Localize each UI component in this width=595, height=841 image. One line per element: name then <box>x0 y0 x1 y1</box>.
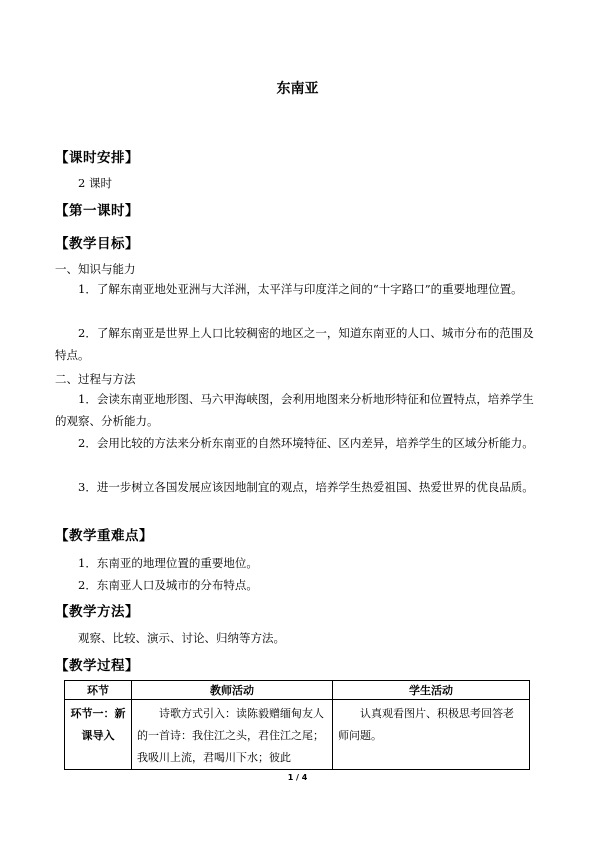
student-activity-text: 认真观看图片、积极思考回答老师问题。 <box>338 707 514 742</box>
heading-methods: 【教学方法】 <box>55 604 139 620</box>
page-number: 1 / 4 <box>287 773 308 782</box>
objectives-part1-title: 一、知识与能力 <box>55 262 136 276</box>
objective-item-text: 1．会读东南亚地形图、马六甲海峡图，会利用地图来分析地形特征和位置特点，培养学生的观察、分析能力。 <box>55 392 534 428</box>
heading-objectives: 【教学目标】 <box>55 236 139 252</box>
table-header-row <box>65 681 530 700</box>
objective-item-text: 2．会用比较的方法来分析东南亚的自然环境特征、区内差异，培养学生的区域分析能力。 <box>78 436 534 450</box>
table-header-stage: 环节 <box>65 681 132 700</box>
table-cell-teacher <box>132 700 333 770</box>
heading-process: 【教学过程】 <box>55 658 139 674</box>
table-header-student: 学生活动 <box>333 681 530 700</box>
objective-item-text: 3．进一步树立各国发展应该因地制宜的观点，培养学生热爱祖国、热爱世界的优良品质。 <box>78 480 534 494</box>
schedule-text: 2 课时 <box>78 176 112 190</box>
stage-text: 环节一：新课导入 <box>70 707 126 742</box>
table-header-teacher: 教师活动 <box>132 681 333 700</box>
table-row <box>65 700 530 770</box>
objective-item-text: 2．了解东南亚是世界上人口比较稠密的地区之一，知道东南亚的人口、城市分布的范围及特点。 <box>55 326 534 362</box>
objective-item <box>55 388 545 432</box>
objective-item <box>55 432 545 454</box>
table-cell-stage <box>65 700 132 770</box>
heading-schedule: 【课时安排】 <box>55 150 139 166</box>
key-point-item: 1．东南亚的地理位置的重要地位。 <box>78 556 258 570</box>
objective-item <box>55 476 545 498</box>
methods-text: 观察、比较、演示、讨论、归纳等方法。 <box>78 631 285 645</box>
document-title: 东南亚 <box>276 81 319 97</box>
objective-item-text: 1．了解东南亚地处亚洲与大洋洲，太平洋与印度洋之间的“十字路口”的重要地理位置。 <box>78 282 523 296</box>
lesson-process-table <box>64 680 530 770</box>
objective-item <box>55 322 545 366</box>
key-point-item: 2．东南亚人口及城市的分布特点。 <box>78 578 258 592</box>
teacher-activity-text: 诗歌方式引入：读陈毅赠缅甸友人的一首诗：我住江之头，君住江之尾；我吸川上流，君喝川下水；彼此 <box>137 707 324 764</box>
table-cell-student <box>333 700 530 770</box>
heading-key-points: 【教学重难点】 <box>55 528 153 544</box>
objective-item <box>55 278 545 300</box>
objectives-part2-title: 二、过程与方法 <box>55 372 136 386</box>
heading-first-lesson: 【第一课时】 <box>55 203 139 219</box>
